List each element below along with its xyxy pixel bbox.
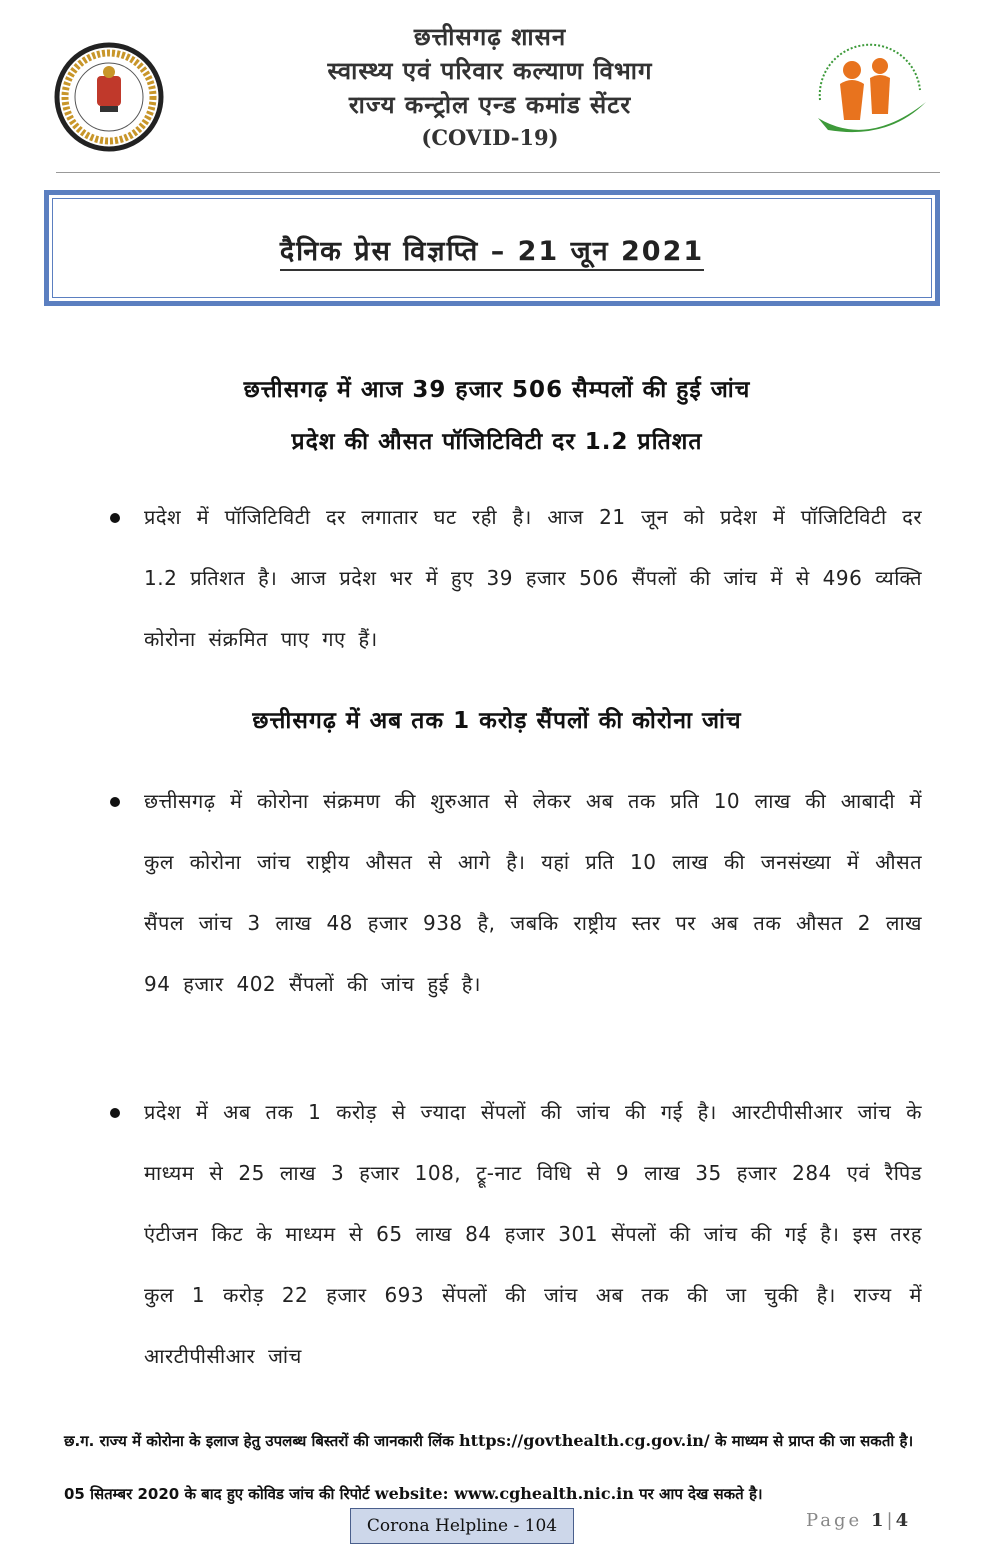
bullet-icon: [110, 513, 120, 523]
chhattisgarh-govt-emblem-icon: [54, 42, 164, 152]
swasth-chhattisgarh-logo-icon: [808, 40, 932, 152]
command-centre-name: राज्य कन्ट्रोल एन्ड कमांड सेंटर: [348, 91, 632, 119]
bullet-total-tests: प्रदेश में अब तक 1 करोड़ से ज्यादा सेंपलों की जांच की गई है। आरटीपीसीआर जांच के माध्यम से 25 लाख 3 हजार 108, ट्रू-नाट विधि से 9 लाख 35 हजार 284 एवं रैपिड एंटीजन किट के माध्यम से 65 लाख 84 हजार 301 सेंपलों की जांच की गई है। इस तरह कुल 1 करोड़ 22 हजार 693 सेंपलों की जांच अब तक की जा चुकी है। राज्य में आरटीपीसीआर जांच: [110, 1082, 922, 1387]
headline-positivity: प्रदेश की औसत पॉजिटिविटी दर 1.2 प्रतिशत: [291, 429, 703, 455]
bullet-icon: [110, 1108, 120, 1118]
govt-name: छत्तीसगढ़ शासन: [413, 23, 567, 51]
headline-samples: छत्तीसगढ़ में आज 39 हजार 506 सैम्पलों की हुई जांच: [243, 377, 751, 403]
department-name: स्वास्थ्य एवं परिवार कल्याण विभाग: [327, 57, 653, 85]
press-release-title: दैनिक प्रेस विज्ञप्ति – 21 जून 2021: [49, 231, 935, 268]
cghealth-website-link[interactable]: website: www.cghealth.nic.in: [374, 1484, 634, 1503]
bullet-positivity: प्रदेश में पॉजिटिविटी दर लगातार घट रही है। आज 21 जून को प्रदेश में पॉजिटिविटी दर 1.2 प्रतिशत है। आज प्रदेश भर में हुए 39 हजार 506 सैंपलों की जांच में से 496 व्यक्ति कोरोना संक्रमित पाए गए हैं।: [110, 487, 922, 670]
footer-beds-note: छ.ग. राज्य में कोरोना के इलाज हेतु उपलब्ध बिस्तरों की जानकारी लिंक https://govthealth.cg.gov.in/ के माध्यम से प्राप्त की जा सकती है।: [64, 1431, 914, 1450]
header-divider: [56, 172, 940, 173]
footer-report-note: 05 सितम्बर 2020 के बाद हुए कोविड जांच की रिपोर्ट website: www.cghealth.nic.in पर आप देख सकते है।: [64, 1484, 763, 1503]
page-number: Page 1|4: [806, 1510, 912, 1531]
bullet-icon: [110, 797, 120, 807]
headline-one-crore: छत्तीसगढ़ में अब तक 1 करोड़ सैंपलों की कोरोना जांच: [252, 708, 742, 734]
covid-label: (COVID-19): [421, 125, 559, 150]
govthealth-link[interactable]: https://govthealth.cg.gov.in/: [458, 1431, 710, 1450]
letterhead: [0, 0, 994, 175]
corona-helpline-badge: Corona Helpline - 104: [350, 1508, 574, 1544]
department-heading: [200, 20, 780, 154]
bullet-national-average: छत्तीसगढ़ में कोरोना संक्रमण की शुरुआत से लेकर अब तक प्रति 10 लाख की आबादी में कुल कोरोना जांच राष्ट्रीय औसत से आगे है। यहां प्रति 10 लाख की जनसंख्या में औसत सैंपल जांच 3 लाख 48 हजार 938 है, जबकि राष्ट्रीय स्तर पर अब तक औसत 2 लाख 94 हजार 402 सैंपलों की जांच हुई है।: [110, 771, 922, 1015]
title-box: [44, 190, 940, 306]
